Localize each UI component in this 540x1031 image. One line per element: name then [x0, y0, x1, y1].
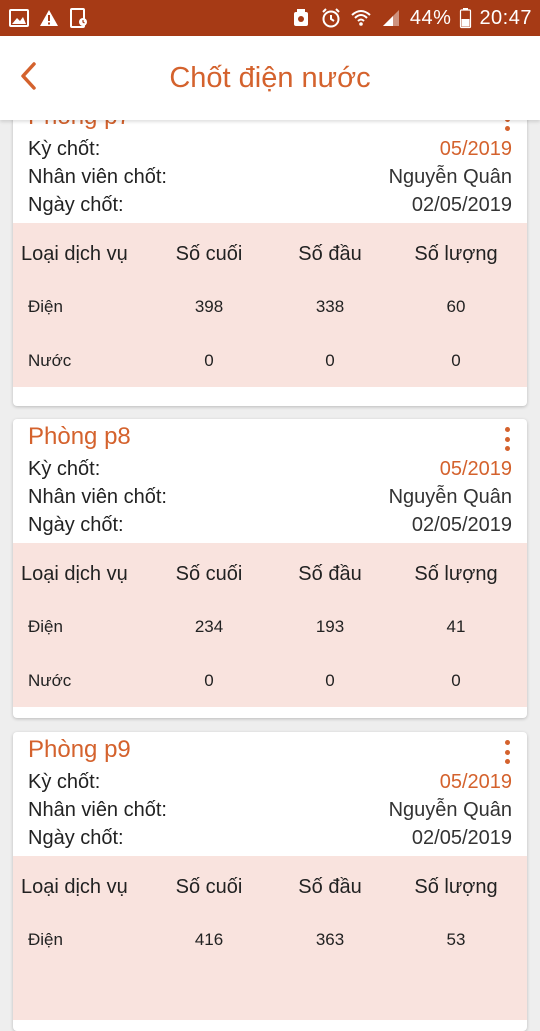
start-reading: 363	[315, 930, 345, 949]
staff-label: Nhân viên chốt:	[28, 165, 167, 188]
room-card-header	[13, 419, 527, 543]
battery-icon	[459, 7, 471, 29]
period-row	[28, 135, 512, 163]
col-end-header: Số cuối	[175, 562, 243, 585]
clock-icon	[320, 7, 342, 29]
col-service-header: Loại dịch vụ	[21, 562, 128, 585]
service-table	[13, 223, 527, 387]
start-reading: 0	[325, 351, 335, 370]
table-row	[13, 347, 527, 375]
end-reading: 0	[204, 351, 214, 370]
period-label: Kỳ chốt:	[28, 137, 101, 160]
table-row	[13, 613, 527, 641]
col-end-header: Số cuối	[175, 875, 243, 898]
period-label: Kỳ chốt:	[28, 457, 101, 480]
col-qty-header: Số lượng	[414, 875, 498, 898]
service-table	[13, 543, 527, 707]
table-header	[13, 239, 527, 269]
more-vert-icon	[505, 740, 510, 745]
staff-value: Nguyễn Quân	[388, 165, 512, 188]
end-reading: 416	[194, 930, 224, 949]
col-qty-header: Số lượng	[414, 242, 498, 265]
period-label: Kỳ chốt:	[28, 770, 101, 793]
period-value: 05/2019	[439, 457, 512, 480]
start-reading: 193	[315, 617, 345, 636]
col-service-header: Loại dịch vụ	[21, 242, 128, 265]
col-end-header: Số cuối	[175, 242, 243, 265]
more-vert-icon	[505, 427, 510, 432]
date-label: Ngày chốt:	[28, 826, 124, 849]
status-left	[8, 7, 90, 29]
staff-row	[28, 796, 512, 824]
date-row	[28, 511, 512, 539]
quantity: 53	[446, 930, 466, 949]
staff-row	[28, 163, 512, 191]
staff-value: Nguyễn Quân	[388, 798, 512, 821]
staff-label: Nhân viên chốt:	[28, 485, 167, 508]
end-reading: 398	[194, 297, 224, 316]
period-row	[28, 768, 512, 796]
date-row	[28, 191, 512, 219]
period-value: 05/2019	[439, 137, 512, 160]
quantity: 0	[451, 351, 461, 370]
date-row	[28, 824, 512, 852]
screen-icon	[68, 7, 90, 29]
start-reading: 0	[325, 671, 335, 690]
staff-row	[28, 483, 512, 511]
end-reading: 234	[194, 617, 224, 636]
service-type: Điện	[28, 297, 63, 316]
col-start-header: Số đầu	[298, 562, 362, 585]
period-value: 05/2019	[439, 770, 512, 793]
room-card-header	[13, 732, 527, 856]
room-card[interactable]	[13, 419, 527, 718]
app-bar	[0, 36, 540, 120]
quantity: 60	[446, 297, 466, 316]
date-label: Ngày chốt:	[28, 193, 124, 216]
table-header	[13, 559, 527, 589]
status-right	[290, 7, 532, 30]
status-bar	[0, 0, 540, 36]
service-type: Nước	[28, 351, 72, 370]
date-value: 02/05/2019	[411, 513, 512, 536]
chevron-left-icon	[17, 61, 39, 96]
staff-value: Nguyễn Quân	[388, 485, 512, 508]
wifi-icon	[350, 7, 372, 29]
page-title: Chốt điện nước	[169, 61, 371, 94]
quantity: 41	[446, 617, 466, 636]
warning-icon	[38, 7, 60, 29]
more-options-button[interactable]	[499, 425, 515, 453]
service-type: Điện	[28, 617, 63, 636]
room-name: Phòng p8	[28, 423, 131, 450]
signal-icon	[380, 7, 402, 29]
clock-time: 20:47	[479, 6, 532, 29]
date-value: 02/05/2019	[411, 193, 512, 216]
table-row	[13, 293, 527, 321]
table-header	[13, 872, 527, 902]
quantity: 0	[451, 671, 461, 690]
table-row	[13, 667, 527, 695]
room-list-scroll[interactable]	[0, 120, 540, 960]
alarm-icon	[290, 7, 312, 29]
battery-percent: 44%	[409, 6, 452, 29]
start-reading: 338	[315, 297, 345, 316]
image-icon	[8, 7, 30, 29]
more-options-button[interactable]	[499, 738, 515, 766]
back-button[interactable]	[8, 54, 48, 102]
service-type: Nước	[28, 671, 72, 690]
col-service-header: Loại dịch vụ	[21, 875, 128, 898]
room-card[interactable]	[13, 732, 527, 1031]
date-label: Ngày chốt:	[28, 513, 124, 536]
end-reading: 0	[204, 671, 214, 690]
service-table	[13, 856, 527, 1020]
service-type: Điện	[28, 930, 63, 949]
period-row	[28, 455, 512, 483]
room-card[interactable]	[13, 99, 527, 406]
room-name: Phòng p9	[28, 736, 131, 763]
date-value: 02/05/2019	[411, 826, 512, 849]
col-start-header: Số đầu	[298, 242, 362, 265]
staff-label: Nhân viên chốt:	[28, 798, 167, 821]
table-row	[13, 926, 527, 954]
col-start-header: Số đầu	[298, 875, 362, 898]
col-qty-header: Số lượng	[414, 562, 498, 585]
